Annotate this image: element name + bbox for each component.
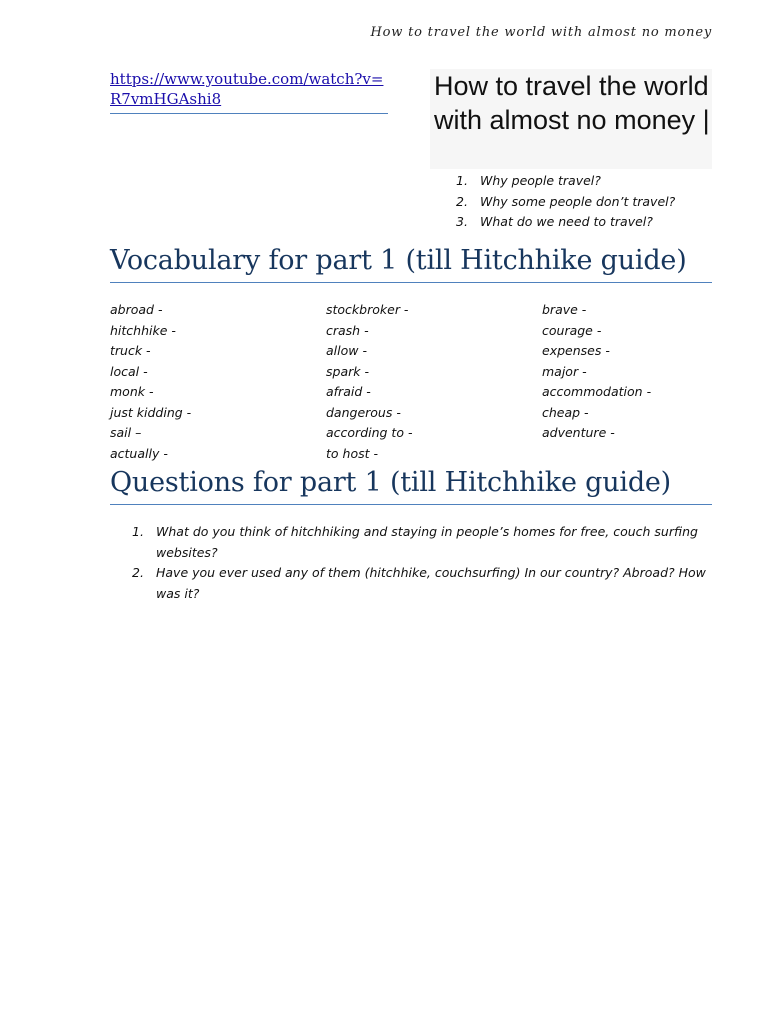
vocab-item: crash - <box>326 322 369 338</box>
vocab-item: expenses - <box>542 343 610 358</box>
vocab-item: brave - <box>542 302 587 317</box>
intro-question <box>456 171 675 192</box>
list-number: 1. <box>132 524 144 539</box>
page-header: How to travel the world with almost no money <box>370 25 712 40</box>
vocab-item: major - <box>542 363 587 379</box>
list-number: 3. <box>456 214 468 229</box>
intro-question-text: Why people travel? <box>480 173 601 188</box>
video-title: How to travel the world with almost no money | <box>434 71 710 135</box>
vocab-item: truck - <box>110 343 151 358</box>
vocab-item: afraid - <box>326 384 371 399</box>
vocabulary-column-2 <box>326 300 412 464</box>
vocab-item: to host - <box>326 445 378 461</box>
vocab-item: accommodation - <box>542 384 652 399</box>
vocabulary-column-1 <box>110 300 191 464</box>
vocab-item: according to - <box>326 425 413 440</box>
vocab-item: local - <box>110 363 148 379</box>
vocab-item: just kidding - <box>110 404 192 420</box>
discussion-question <box>132 522 712 563</box>
list-number: 1. <box>456 173 468 188</box>
list-number: 2. <box>456 193 468 209</box>
vocab-item: dangerous - <box>326 404 401 420</box>
discussion-question-text: What do you think of hitchhiking and staying in people’s homes for free, couch surfing websites? <box>156 524 698 560</box>
vocabulary-column-3 <box>542 300 651 444</box>
vocab-item: hitchhike - <box>110 322 176 338</box>
vocabulary-heading: Vocabulary for part 1 (till Hitchhike guide) <box>110 244 712 283</box>
vocab-item: monk - <box>110 384 154 399</box>
intro-question-text: What do we need to travel? <box>480 214 653 229</box>
vocab-item: adventure - <box>542 425 615 440</box>
intro-question <box>456 212 675 233</box>
vocab-item: stockbroker - <box>326 302 409 317</box>
youtube-link[interactable]: https://www.youtube.com/watch?v=R7vmHGAshi8 <box>110 70 384 108</box>
vocab-item: abroad - <box>110 302 163 317</box>
discussion-question <box>132 563 712 604</box>
intro-question <box>456 192 675 213</box>
questions-heading: Questions for part 1 (till Hitchhike guide) <box>110 466 712 505</box>
vocab-item: allow - <box>326 343 367 358</box>
vocab-item: courage - <box>542 322 602 338</box>
discussion-question-list <box>132 522 712 604</box>
intro-question-list <box>456 171 675 233</box>
link-underline-rule <box>110 113 388 114</box>
list-number: 2. <box>132 565 144 580</box>
video-title-box <box>430 69 712 169</box>
vocab-item: actually - <box>110 445 168 461</box>
vocab-item: cheap - <box>542 404 589 420</box>
vocab-item: sail – <box>110 425 142 440</box>
vocab-item: spark - <box>326 363 369 379</box>
discussion-question-text: Have you ever used any of them (hitchhike, couchsurfing) In our country? Abroad? How was it? <box>156 565 706 601</box>
intro-question-text: Why some people don’t travel? <box>480 193 676 209</box>
